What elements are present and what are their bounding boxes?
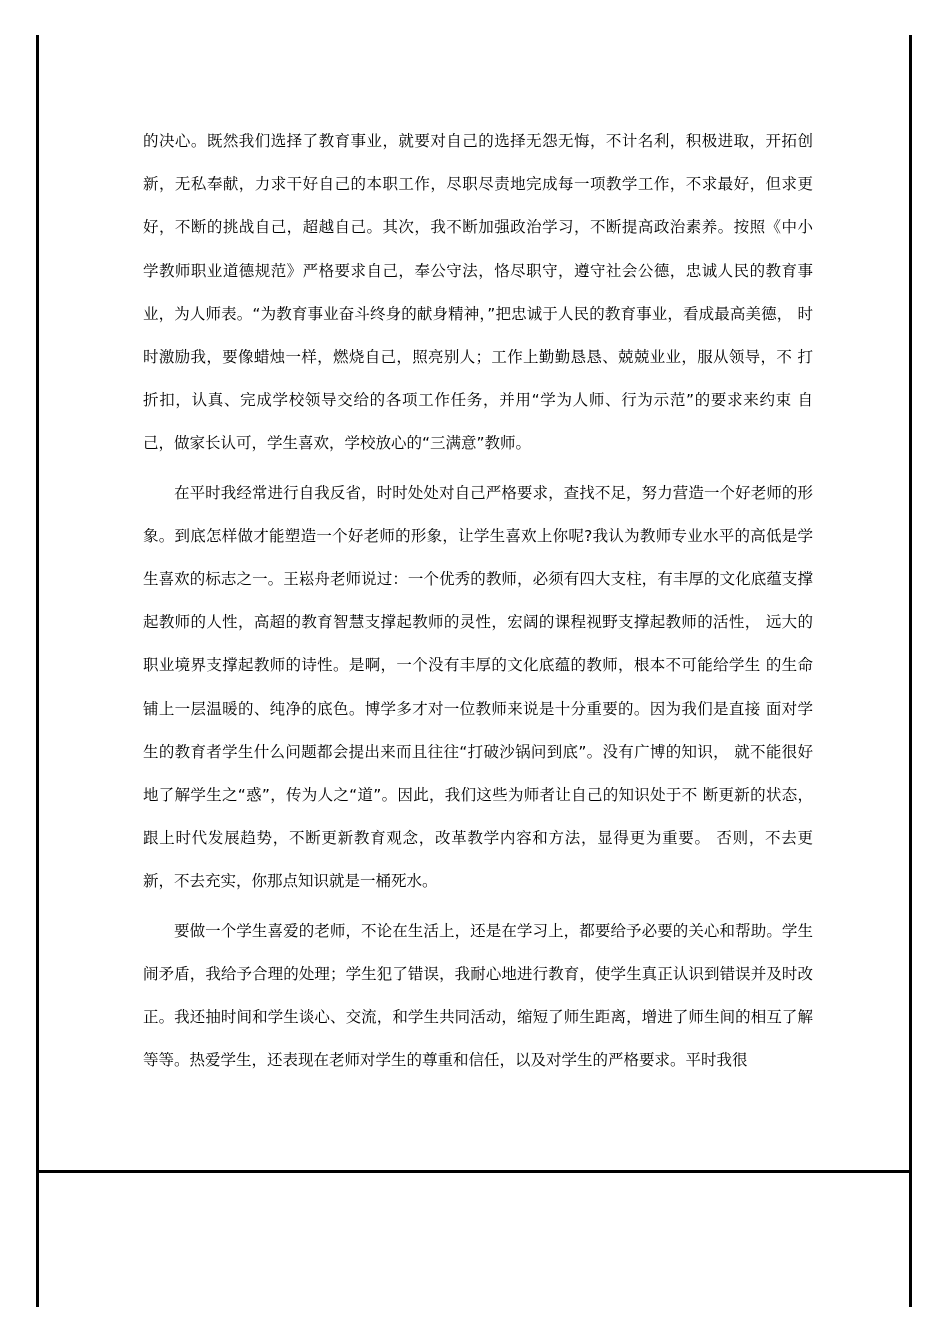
page-border-left bbox=[36, 35, 39, 1307]
paragraph-2: 在平时我经常进行自我反省，时时处处对自己严格要求，查找不足，努力营造一个好老师的形象。到底怎样做才能塑造一个好老师的形象，让学生喜欢上你呢?我认为教师专业水平的高低是学生喜欢的标志之一。王崧舟老师说过：一个优秀的教师，必须有四大支柱，有丰厚的文化底蕴支撑起教师的人性，高超的教育智慧支撑起教师的灵性，宏阔的课程视野支撑起教师的活性， 远大的职业境界支撑起教师的诗性。是啊，一个没有丰厚的文化底蕴的教师，根本不可能给学生 的生命铺上一层温暖的、纯净的底色。博学多才对一位教师来说是十分重要的。因为我们是直接 面对学生的教育者学生什么问题都会提出来而且往往“打破沙锅问到底”。没有广博的知识， 就不能很好地了解学生之“惑”，传为人之“道”。因此，我们这些为师者让自己的知识处于不 断更新的状态，跟上时代发展趋势，不断更新教育观念，改革教学内容和方法，显得更为重要。 否则，不去更新，不去充实，你那点知识就是一桶死水。 bbox=[143, 483, 813, 891]
paragraph-1: 的决心。既然我们选择了教育事业，就要对自己的选择无怨无悔，不计名利，积极进取，开拓创新，无私奉献，力求干好自己的本职工作，尽职尽责地完成每一项教学工作，不求最好，但求更好，不断的挑战自己，超越自己。其次，我不断加强政治学习，不断提高政治素养。按照《中小 学教师职业道德规范》严格要求自己，奉公守法，恪尽职守，遵守社会公德，忠诚人民的教育事 业，为人师表。“为教育事业奋斗终身的献身精神，”把忠诚于人民的教育事业，看成最高美德， 时时激励我，要像蜡烛一样，燃烧自己，照亮别人；工作上勤勤恳恳、兢兢业业，服从领导，不 打折扣，认真、完成学校领导交给的各项工作任务，并用“学为人师、行为示范”的要求来约束 自己，做家长认可，学生喜欢，学校放心的“三满意”教师。 bbox=[143, 132, 813, 453]
document-body bbox=[143, 120, 813, 1082]
page-border-right bbox=[909, 35, 912, 1307]
paragraph-3: 要做一个学生喜爱的老师，不论在生活上，还是在学习上，都要给予必要的关心和帮助。学生闹矛盾，我给予合理的处理；学生犯了错误，我耐心地进行教育，使学生真正认识到错误并及时改正。我还抽时间和学生谈心、交流，和学生共同活动，缩短了师生距离，增进了师生间的相互了解等等。热爱学生，还表现在老师对学生的尊重和信任，以及对学生的严格要求。平时我很 bbox=[143, 921, 813, 1070]
horizontal-rule bbox=[36, 1170, 912, 1173]
